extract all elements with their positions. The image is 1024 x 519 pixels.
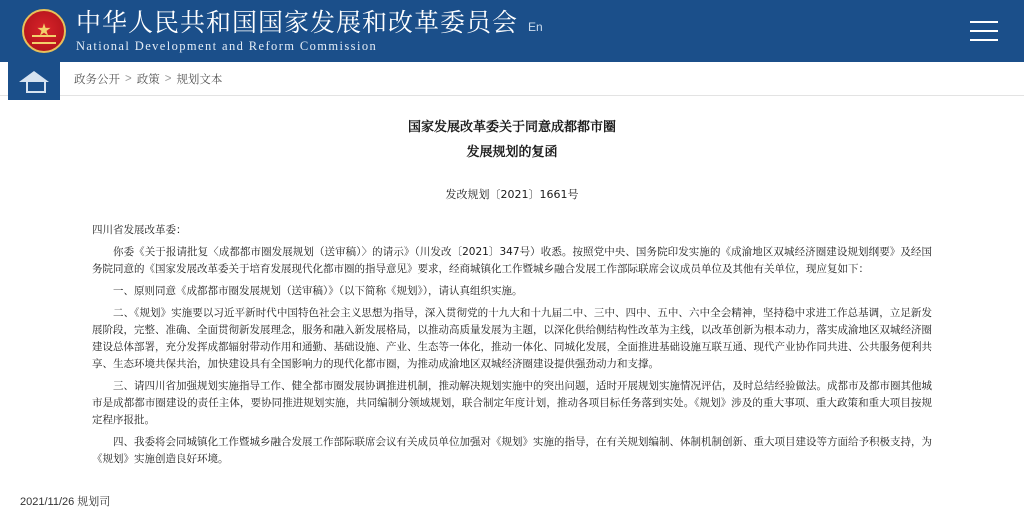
menu-bar-3: [970, 39, 998, 41]
breadcrumb-separator-1: >: [164, 72, 172, 85]
site-header: [0, 0, 1024, 62]
breadcrumb-item-1[interactable]: 政策: [136, 73, 160, 86]
paragraph-0: 你委《关于报请批复〈成都都市圈发展规划（送审稿）〉的请示》（川发改〔2021〕347号）收悉。按照党中央、国务院印发实施的《成渝地区双城经济圈建设规划纲要》及经国务院同意的《国家发展改革委关于培育发展现代化都市圈的指导意见》要求，经商城镇化工作暨城乡融合发展工作部际联席会议成员单位及其他有关单位，现应复如下：: [92, 245, 932, 275]
page-title-line-2: 发展规划的复函: [466, 144, 558, 160]
menu-bar-1: [970, 21, 998, 23]
title-row: [76, 8, 543, 38]
breadcrumb-item-0[interactable]: 政务公开: [74, 73, 120, 86]
page-footer: [0, 485, 1024, 519]
home-icon[interactable]: [8, 60, 60, 100]
site-title-block: [76, 8, 543, 54]
paragraph-4: 四、我委将会同城镇化工作暨城乡融合发展工作部际联席会议有关成员单位加强对《规划》实施的指导，在有关规划编制、体制机制创新、重大项目建设等方面给予积极支持，为《规划》实施创造良好环境。: [92, 435, 932, 465]
paragraph-1: 一、原则同意《成都都市圈发展规划（送审稿）》（以下简称《规划》），请认真组织实施。: [113, 284, 523, 297]
breadcrumb-list: [74, 71, 222, 87]
breadcrumb-item-2[interactable]: 规划文本: [176, 73, 223, 86]
language-switch-link[interactable]: En: [528, 20, 543, 35]
hamburger-menu-icon[interactable]: [970, 21, 998, 41]
document-number: 发改规划〔2021〕1661号: [445, 187, 579, 201]
breadcrumb: [0, 62, 1024, 96]
breadcrumb-separator-0: >: [125, 72, 132, 85]
salutation: 四川省发展改革委：: [92, 223, 187, 236]
paragraph-3: 三、请四川省加强规划实施指导工作、健全都市圈发展协调推进机制，推动解决规划实施中的突出问题，适时开展规划实施情况评估，及时总结经验做法。成都市及都市圈其他城市是成都都市圈建设的责任主体，要协同推进规划实施，共同编制分领域规划，联合制定年度计划，推动各项目标任务落到实处。《规划》涉及的重大事项、重大政策和重大项目按规定程序报批。: [92, 379, 932, 426]
menu-bar-2: [970, 30, 998, 32]
page-title-line-1: 国家发展改革委关于同意成都都市圈: [407, 120, 616, 135]
paragraph-2: 二、《规划》实施要以习近平新时代中国特色社会主义思想为指导，深入贯彻党的十九大和十九届二中、三中、四中、五中、六中全会精神，坚持稳中求进工作总基调，立足新发展阶段，完整、准确、全面贯彻新发展理念，服务和融入新发展格局，以推动高质量发展为主题，以深化供给侧结构性改革为主线，以改革创新为根本动力，落实成渝地区双城经济圈建设总体部署，充分发挥成都辐射带动作用和通勤、基础设施、产业、生态等一体化，推动一体化、同城化发展，全面推进基础设施互联互通、现代产业协作同共进、公共服务便利共享、生态环境共保共治，加快建设具有全国影响力的现代化都市圈，为推动成渝地区双城经济圈建设提供强劲动力和支撑。: [92, 306, 932, 370]
national-emblem-icon: [22, 9, 66, 53]
document-body: [0, 96, 1024, 519]
footer-text: 2021/11/26 规划司: [20, 496, 111, 508]
site-title-en: National Development and Reform Commission: [76, 38, 378, 53]
site-title-cn: 中华人民共和国国家发展和改革委员会: [76, 8, 519, 38]
